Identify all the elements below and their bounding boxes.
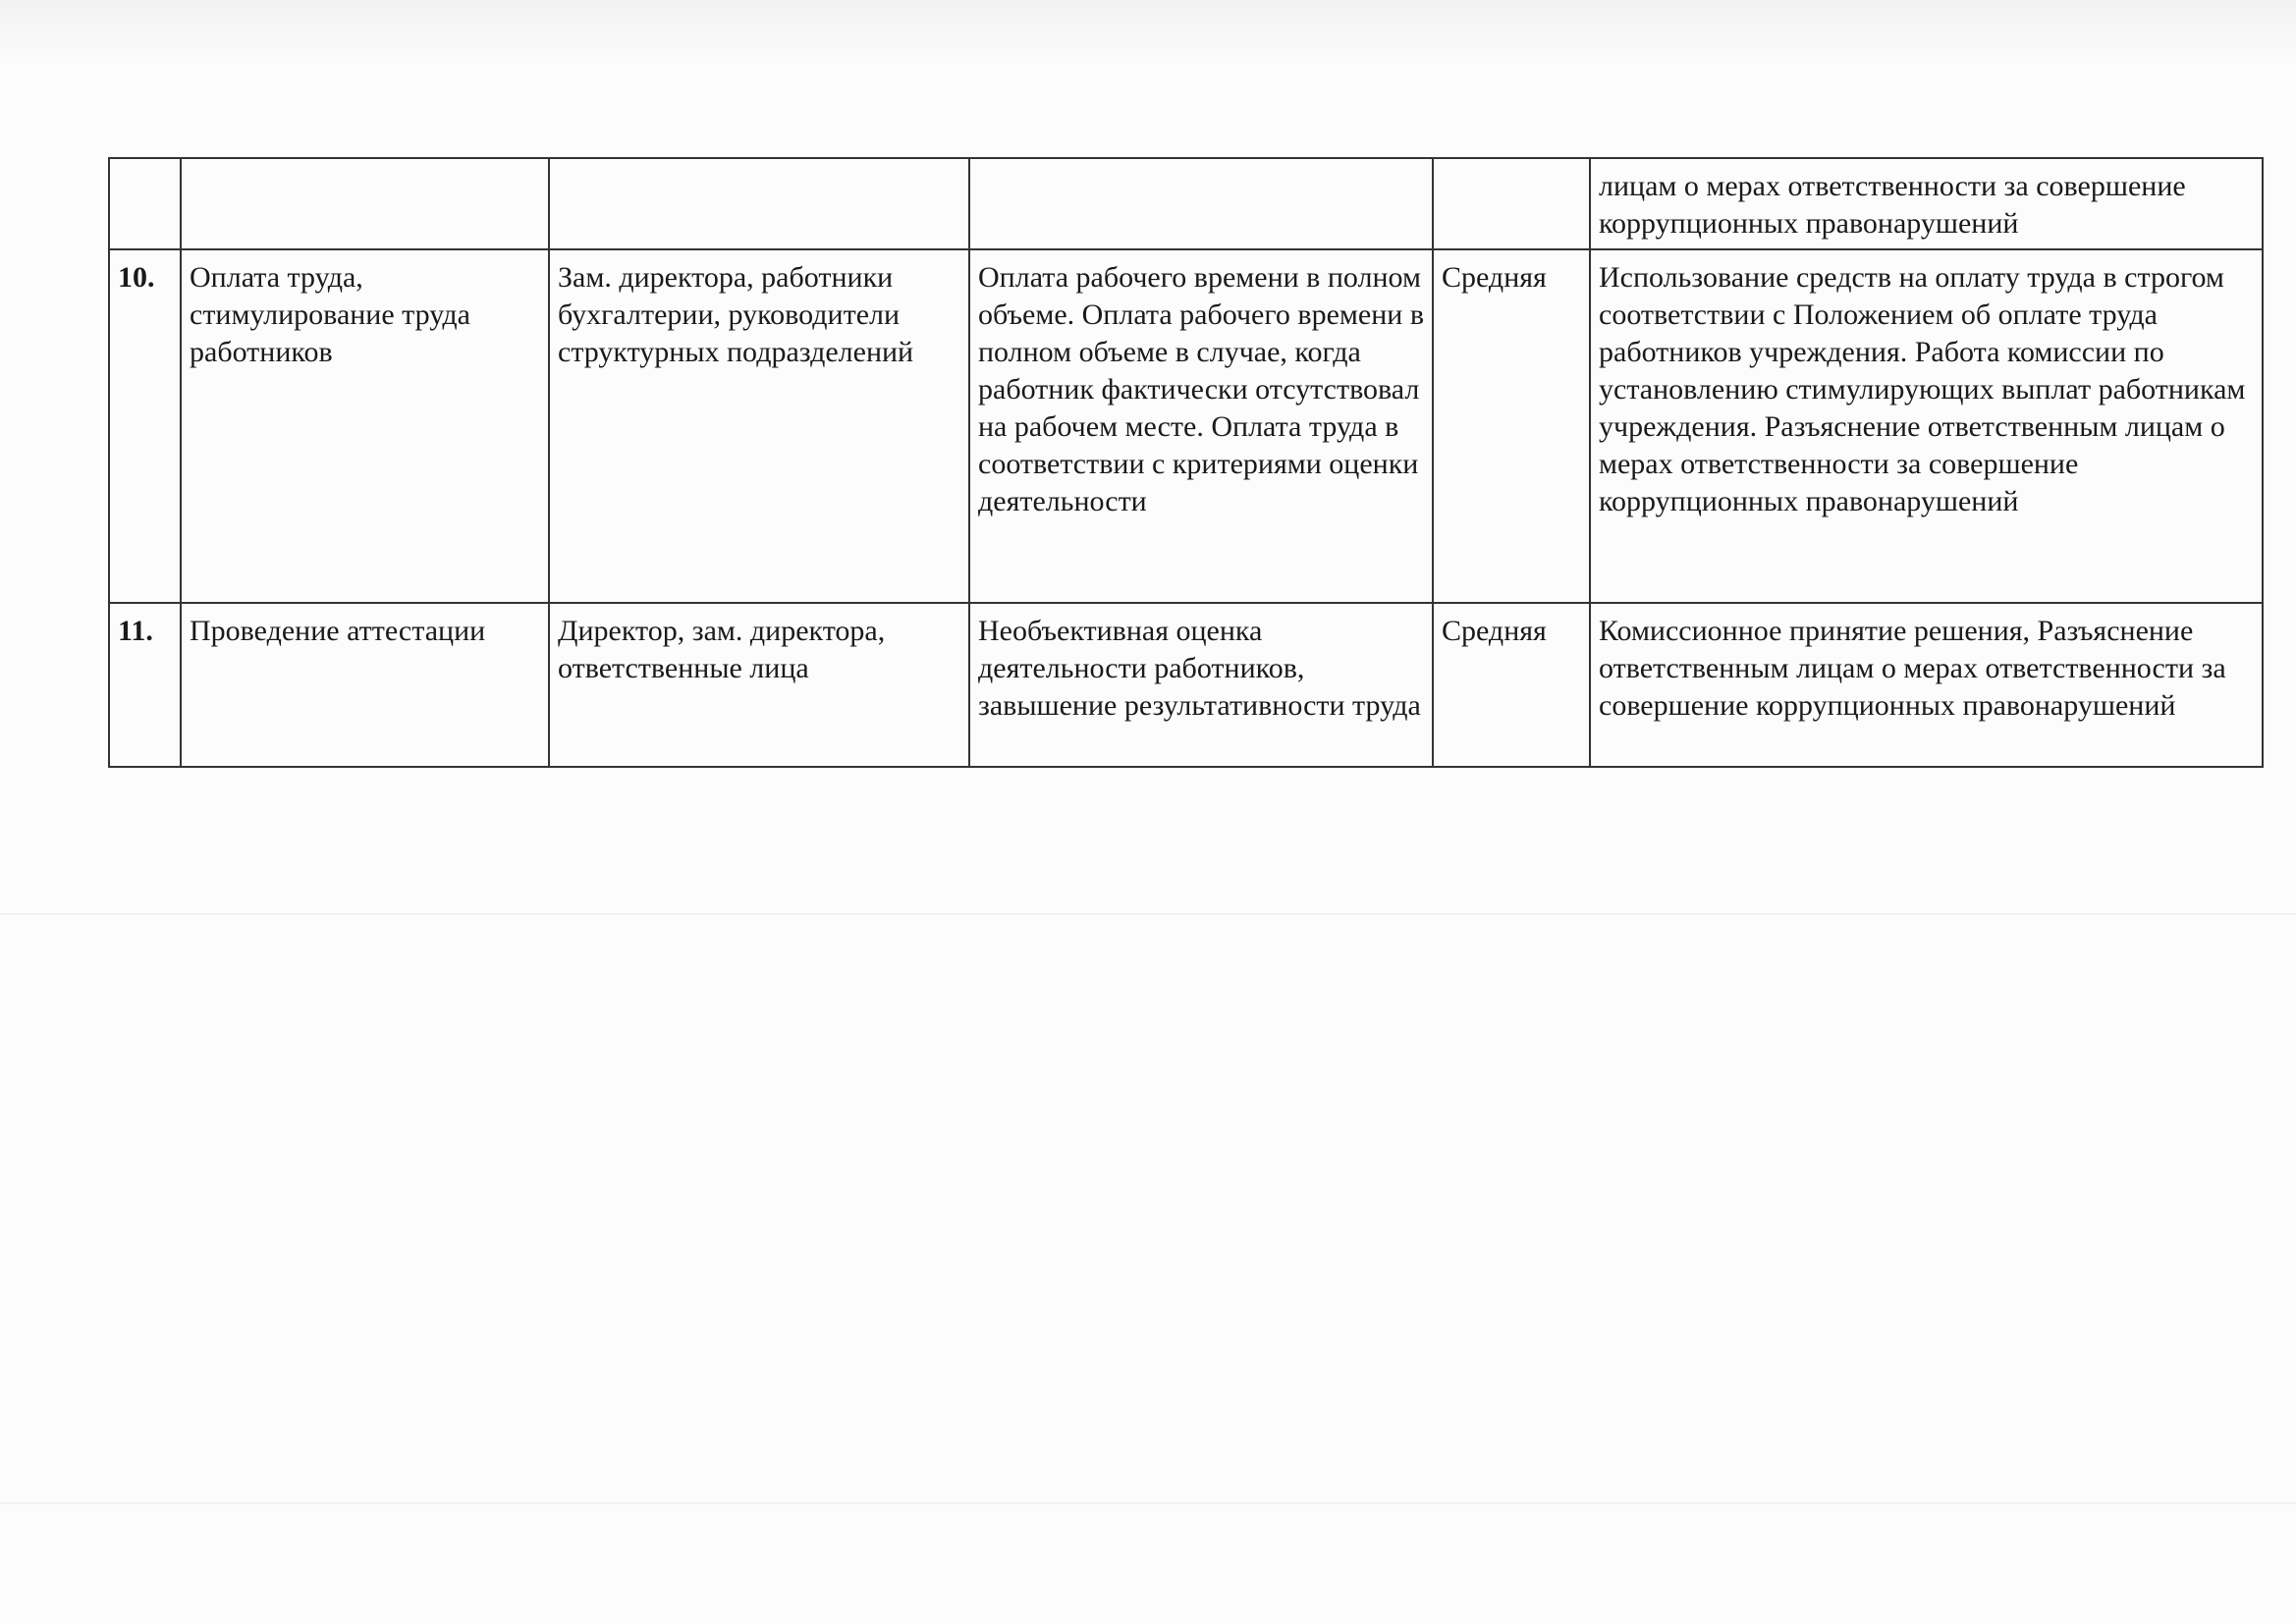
process-cell [181,158,549,249]
positions-cell: Директор, зам. директора, ответственные лица [549,603,969,767]
measures-cell: лицам о мерах ответственности за совершение коррупционных правонарушений [1590,158,2263,249]
corruption-risk-table [108,157,2264,768]
positions-cell [549,158,969,249]
risk-level-cell: Средняя [1433,603,1590,767]
risk-cell: Оплата рабочего времени в полном объеме. Оплата рабочего времени в полном объеме в случае, когда работник фактически отсутствовал на рабочем месте. Оплата труда в соответствии с критериями оценки деятельности [969,249,1433,603]
process-cell: Проведение аттестации [181,603,549,767]
scan-edge-shadow [0,0,2296,69]
table-row [109,158,2263,249]
risk-level-cell [1433,158,1590,249]
positions-cell: Зам. директора, работники бухгалтерии, руководители структурных подразделений [549,249,969,603]
process-cell: Оплата труда, стимулирование труда работников [181,249,549,603]
scan-artifact-line [0,913,2296,915]
table-row [109,603,2263,767]
scan-artifact-line [0,1502,2296,1504]
row-number: 11. [109,603,181,767]
row-number [109,158,181,249]
table-row [109,249,2263,603]
row-number: 10. [109,249,181,603]
risk-level-cell: Средняя [1433,249,1590,603]
measures-cell: Использование средств на оплату труда в строгом соответствии с Положением об оплате труда работников учреждения. Работа комиссии по установлению стимулирующих выплат работникам учреждения. Разъяснение ответственным лицам о мерах ответственности за совершение коррупционных правонарушений [1590,249,2263,603]
measures-cell: Комиссионное принятие решения, Разъяснение ответственным лицам о мерах ответственности за совершение коррупционных правонарушений [1590,603,2263,767]
risk-cell: Необъективная оценка деятельности работников, завышение результативности труда [969,603,1433,767]
risk-cell [969,158,1433,249]
